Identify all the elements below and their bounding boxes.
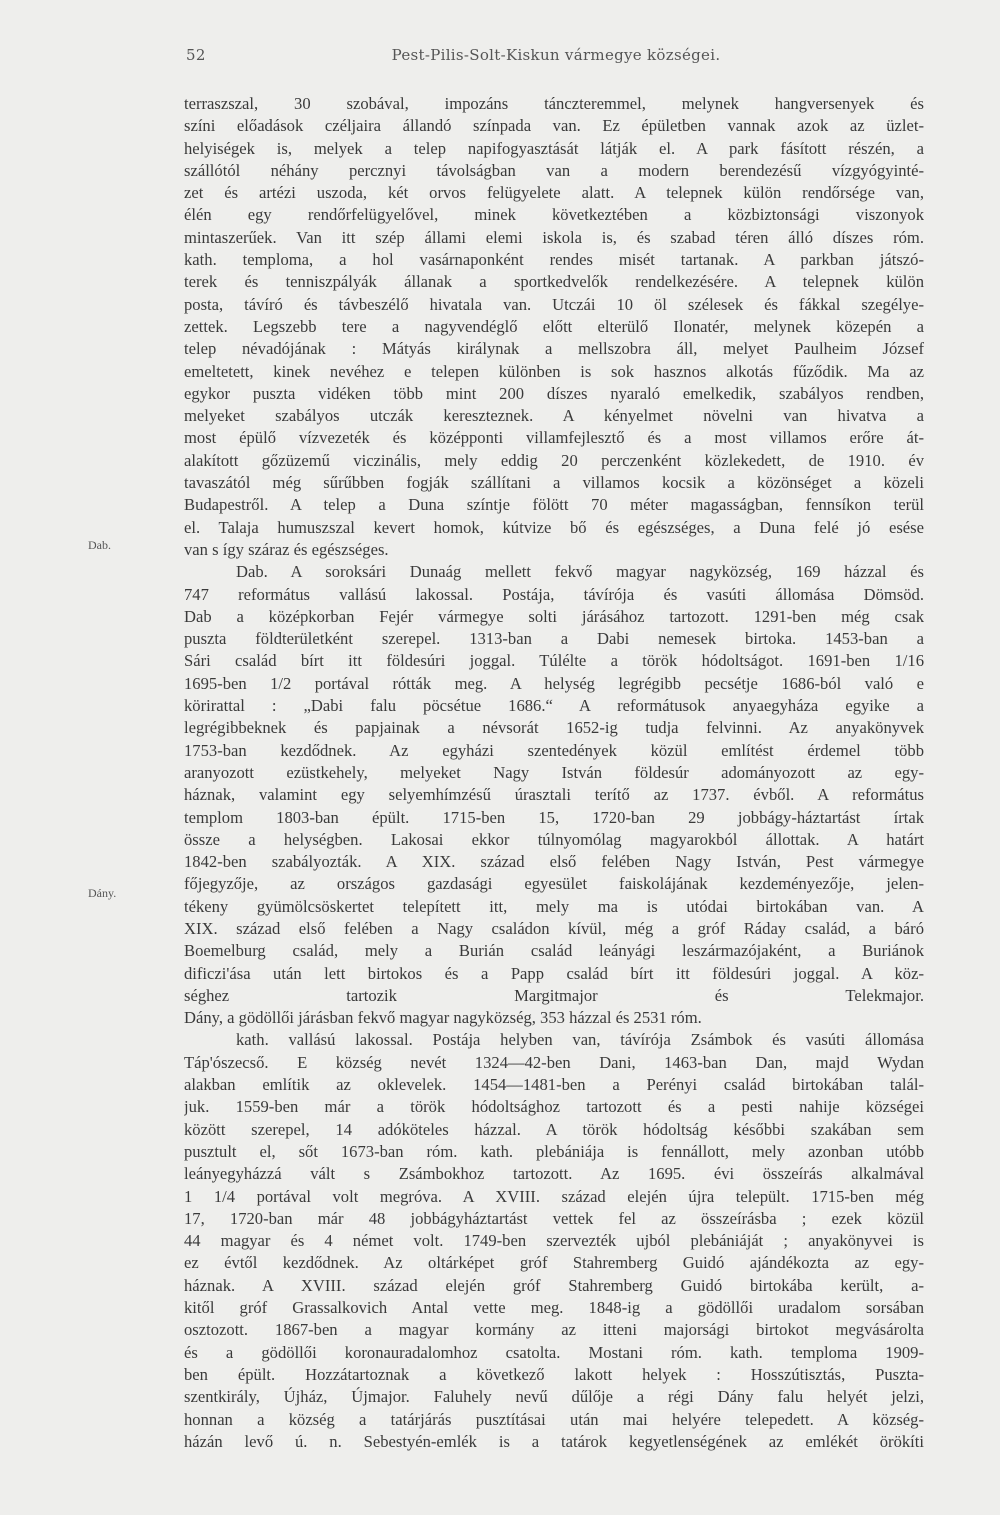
text-line: ben épült. Hozzátartoznak a következő lakott helyek : Hosszútisztás, Puszta- [184,1364,924,1384]
text-line: legrégibbeknek és papjainak a névsorát 1652-ig tudja felvinni. Az anyakönyvek [184,718,924,738]
text-line: melyeket szabályos utczák kereszteznek. A kényelmet növelni van hivatva a [184,406,924,426]
text-line: Budapestről. A telep a Duna színtje fölött 70 méter magasságban, fennsíkon terül [184,495,924,515]
text-line: aranyozott ezüstkehely, melyeket Nagy István földesúr adományozott az egy- [184,762,924,782]
text-line: terek és tenniszpályák állanak a sportkedvelők rendelkezésére. A telepnek külön [184,272,924,292]
text-line: élén egy rendőrfelügyelővel, minek következtében a közbiztonsági viszonyok [184,205,924,225]
text-line: 1753-ban kezdődnek. Az egyházi szentedények közül említést érdemel több [184,740,924,760]
text-line: főjegyzője, az országos gazdasági egyesület faiskolájának kezdeményezője, jelen- [184,874,924,894]
text-line: kath. temploma, a hol vasárnaponként rendes misét tartanak. A parkban játszó- [184,250,924,270]
text-line: alakban említik az oklevelek. 1454—1481-ben a Perényi család birtokában talál- [184,1075,924,1095]
text-line: séghez tartozik Margitmajor és Telekmajor. [184,985,924,1005]
text-line: helyiségek is, melyek a telep napifogyasztását látják el. A park fásított részén, a [184,138,924,158]
text-line: össze a helységben. Lakosai ekkor túlnyomólag magyarokból állottak. A határt [184,829,924,849]
text-line: juk. 1559-ben már a török hódoltsághoz tartozott és a pesti nahije községei [184,1097,924,1117]
text-line: színi előadások czéljaira állandó színpada van. Ez épületben vannak azok az üzlet- [184,116,924,136]
body-text [184,93,924,1453]
text-line: zet és artézi uszoda, két orvos felügyelete alatt. A telepnek külön rendőrsége van, [184,183,924,203]
text-line: terraszszal, 30 szobával, impozáns tánczteremmel, melynek hangversenyek és [184,94,924,113]
text-line: kath. vallású lakossal. Postája helyben van, távírója Zsámbok és vasúti állomása [236,1030,924,1050]
text-line: XIX. század első felében a Nagy családon kívül, még a gróf Ráday család, a báró [184,918,924,938]
text-line: Dab. A soroksári Dunaág mellett fekvő magyar nagyközség, 169 házzal és [236,562,924,582]
text-line: Dab a középkorban Fejér vármegye solti járásához tartozott. 1291-ben még csak [184,606,924,626]
text-line: 1 1/4 portával volt megróva. A XVIII. század elején újra települt. 1715-ben még [184,1186,924,1206]
text-line: háznak. A XVIII. század elején gróf Stahremberg Guidó birtokába került, a- [184,1275,924,1295]
text-line: mintaszerűek. Van itt szép állami elemi iskola is, és szabad téren álló díszes róm. [184,227,924,247]
text-line: ez évtől kezdődnek. Az oltárképet gróf Stahremberg Guidó ajándékozta az egy- [184,1253,924,1273]
text-line: alakított gőzüzemű viczinális, mely eddig 20 perczenként közlekedett, de 1910. év [184,450,924,470]
text-line: között szerepel, 14 adóköteles házzal. A török hódoltság későbbi szakában sem [184,1119,924,1139]
text-line: szentkirály, Újház, Újmajor. Faluhely nevű dűlője a régi Dány falu helyét jelzi, [184,1387,924,1407]
running-head: Pest-Pilis-Solt-Kiskun vármegye községei. [391,46,721,64]
text-line: van s így száraz és egészséges. [184,539,389,559]
text-line: 17, 1720-ban már 48 jobbágyháztartást vettek fel az összeírásba ; ezek közül [184,1208,924,1228]
text-line: el. Talaja humuszszal kevert homok, kútvize bő és egészséges, a Duna felé jó esése [184,517,924,537]
text-line: telep névadójának : Mátyás királynak a mellszobra áll, melyet Paulheim József [184,339,924,359]
text-line: Táp'ószecső. E község nevét 1324—42-ben Dani, 1463-ban Dan, majd Wydan [184,1052,924,1072]
text-line: háznak, valamint egy selyemhímzésű úrasztali terítő az 1737. évből. A református [184,785,924,805]
text-line: házán levő ú. n. Sebestyén-emlék is a tatárok kegyetlenségének az emlékét örökíti [184,1431,924,1451]
text-line: 747 református vallású lakossal. Postája, távírója és vasúti állomása Dömsöd. [184,584,924,604]
text-line: honnan a község a tatárjárás pusztításai után mai helyére telepedett. A község- [184,1409,924,1429]
text-line: templom 1803-ban épült. 1715-ben 15, 1720-ban 29 jobbágy-háztartást írtak [184,807,924,827]
text-line: 1842-ben szabályozták. A XIX. század első felében Nagy István, Pest vármegye [184,852,924,872]
text-line: leányegyházzá vált s Zsámbokhoz tartozott. Az 1695. évi összeírás alkalmával [184,1164,924,1184]
margin-note-dany: Dány. [88,886,117,900]
text-line: kitől gróf Grassalkovich Antal vette meg. 1848-ig a gödöllői uradalom sorsában [184,1298,924,1318]
text-line: tavaszától még sűrűbben fogják szállítani a villamos kocsik a közönséget a közeli [184,473,924,493]
text-line: most épülő vízvezeték és középponti villamfejlesztő és a most villamos erőre át- [184,428,924,448]
text-line: 1695-ben 1/2 portával rótták meg. A helység legrégibb pecsétje 1686-ból való e [184,673,924,693]
text-line: szállótól néhány percznyi távolságban van a modern berendezésű vízgyógyinté- [184,160,924,180]
text-line: Sári család bírt itt földesúri joggal. Túlélte a török hódoltságot. 1691-ben 1/16 [184,651,924,671]
text-line: posta, távíró és távbeszélő hivatala van. Utczái 10 öl szélesek és fákkal szegélye- [184,294,924,314]
text-line: dificzi'ása után lett birtokos és a Papp család bírt itt földesúri joggal. A köz- [184,963,924,983]
text-line: osztozott. 1867-ben a magyar kormány az itteni majorsági birtokot megvásárolta [184,1320,924,1340]
text-line: és a gödöllői koronauradalomhoz csatolta. Mostani róm. kath. temploma 1909- [184,1342,924,1362]
text-line: egykor puszta vidéken több mint 200 díszes nyaraló emelkedik, szabályos rendben, [184,383,924,403]
text-line: puszta földterületként szerepel. 1313-ban a Dabi nemesek birtoka. 1453-ban a [184,629,924,649]
text-line: Dány, a gödöllői járásban fekvő magyar nagyközség, 353 házzal és 2531 róm. [184,1008,702,1028]
text-line: zettek. Legszebb tere a nagyvendéglő előtt elterülő Ilonatér, melynek közepén a [184,316,924,336]
text-line: pusztult el, sőt 1673-ban róm. kath. plebániája is fennállott, mely azonban utóbb [184,1141,924,1161]
text-line: Boemelburg család, mely a Burián család leányági leszármazójaként, a Buriánok [184,941,924,961]
text-line: körirattal : „Dabi falu pöcsétue 1686.“ A reformátusok anyaegyháza egyike a [184,696,924,716]
margin-note-dab: Dab. [88,538,111,552]
page-number: 52 [186,46,206,64]
text-line: tékeny gyümölcsöskertet telepített itt, mely ma is utódai birtokában van. A [184,896,924,916]
text-line: emeltetett, kinek nevéhez e telepen különben is sok hasznos alkotás fűződik. Ma az [184,361,924,381]
text-line: 44 magyar és 4 német volt. 1749-ben szervezték ujból plebániáját ; anyakönyvei is [184,1231,924,1251]
